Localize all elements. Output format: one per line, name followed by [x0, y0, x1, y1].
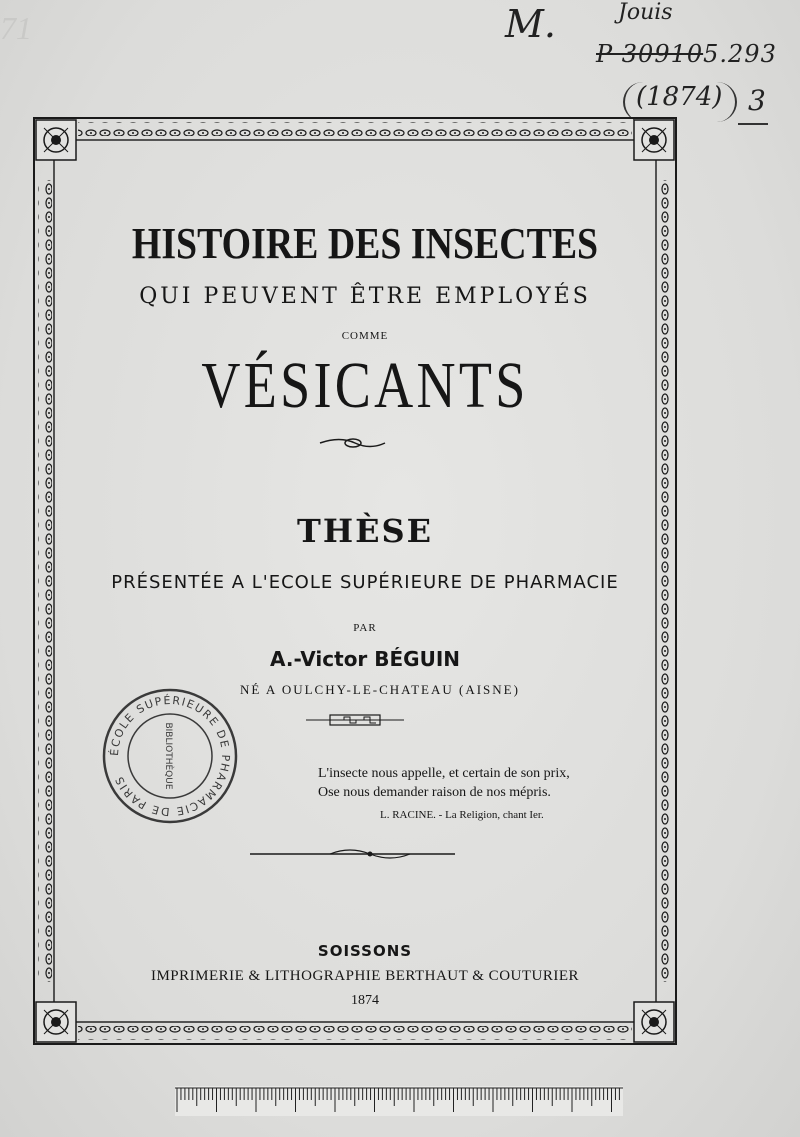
corner-ornament-tl	[36, 120, 76, 160]
handwritten-initial: M.	[505, 2, 556, 46]
title-main-word: VÉSICANTS	[201, 349, 529, 422]
corner-ornament-tr	[634, 120, 674, 160]
imprint-printer: IMPRIMERIE & LITHOGRAPHIE BERTHAUT & COUTURIER	[150, 968, 580, 984]
faded-mark: 71	[0, 10, 32, 46]
stamp-inner-text: BIBLIOTHÈQUE	[163, 722, 173, 790]
new-reference: 5.293	[703, 40, 777, 68]
presented-to-line: PRÉSENTÉE A L'ECOLE SUPÉRIEURE DE PHARMACIE	[111, 572, 619, 593]
handwritten-name: Jouis	[618, 0, 673, 25]
flourish-divider-3	[250, 850, 455, 858]
bottom-chain	[78, 1026, 632, 1040]
flourish-divider-2	[306, 715, 404, 725]
library-stamp	[100, 686, 240, 826]
stamp-outer-text: ÉCOLE SUPÉRIEURE DE PHARMACIE DE PARIS	[107, 693, 233, 819]
epigraph-line-2: Ose nous demander raison de nos mépris.	[318, 785, 551, 800]
epigraph-line-1: L'insecte nous appelle, et certain de son prix,	[318, 766, 570, 781]
imprint-year: 1874	[351, 993, 379, 1008]
handwritten-year-text: (1874)	[636, 82, 723, 112]
thesis-heading: THÈSE	[297, 512, 433, 550]
title-line-1: HISTOIRE DES INSECTES	[131, 219, 599, 268]
title-line-2: QUI PEUVENT ÊTRE EMPLOYÉS	[139, 284, 591, 309]
by-line: PAR	[353, 622, 377, 634]
handwritten-volume: 3	[748, 84, 766, 117]
struck-reference: P 30910	[596, 40, 704, 68]
left-chain	[38, 180, 52, 982]
epigraph-citation: L. RACINE. - La Religion, chant Ier.	[380, 809, 544, 821]
author-name: A.-Victor BÉGUIN	[270, 647, 460, 671]
measurement-ruler	[175, 1086, 623, 1116]
title-line-3: COMME	[341, 330, 389, 342]
imprint-city: SOISSONS	[317, 942, 413, 960]
top-chain	[78, 122, 632, 136]
birthplace-line: NÉ A OULCHY-LE-CHATEAU (AISNE)	[240, 682, 520, 697]
flourish-divider-1	[320, 439, 385, 447]
